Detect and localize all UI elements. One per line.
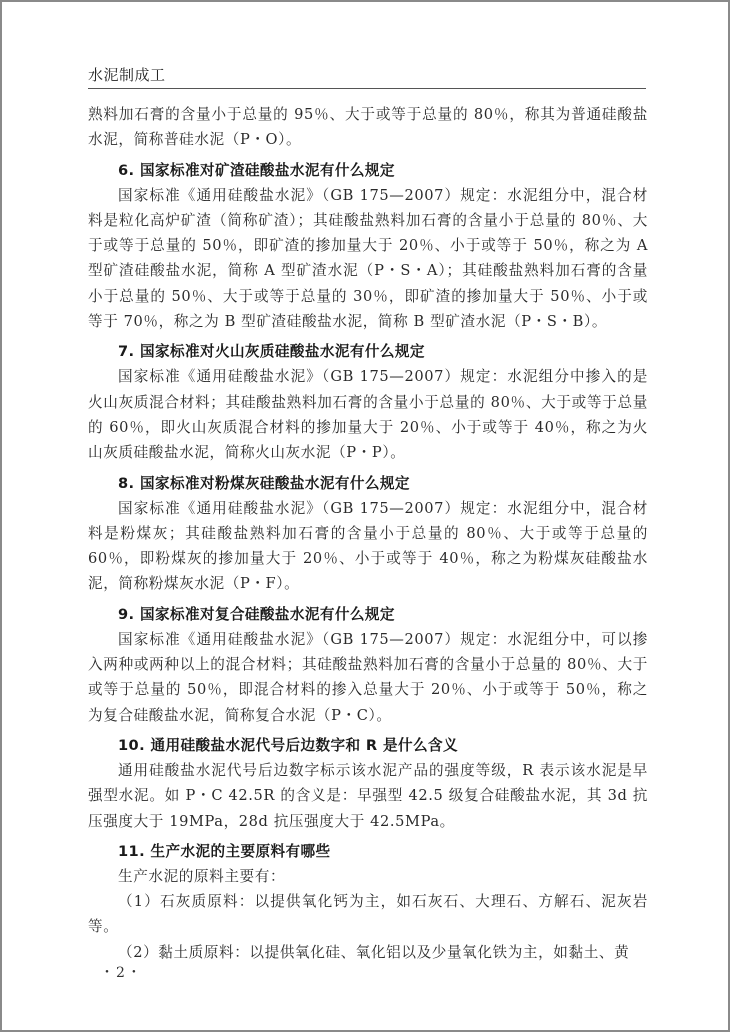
question-10-heading: 10. 通用硅酸盐水泥代号后边数字和 R 是什么含义 bbox=[118, 736, 459, 754]
question-9-answer: 国家标准《通用硅酸盐水泥》（GB 175—2007）规定：水泥组分中，可以掺入两种或两种以上的混合材料；其硅酸盐熟料加石膏的含量小于总量的 80％、大于或等于总量的 50％，即混合材料的掺入总量大于 20％、小于或等于 50％，称之为复合硅酸盐水泥，简称复合水泥（P・C）。 bbox=[88, 630, 648, 724]
header-rule bbox=[88, 88, 646, 89]
question-6-answer: 国家标准《通用硅酸盐水泥》（GB 175—2007）规定：水泥组分中，混合材料是粒化高炉矿渣（简称矿渣）；其硅酸盐熟料加石膏的含量小于总量的 80％、大于或等于总量的 50％，即矿渣的掺加量大于 20％、小于或等于 50％，称之为 A 型矿渣硅酸盐水泥，简称 A 型矿渣水泥（P・S・A）；其硅酸盐熟料加石膏的含量小于总量的 50％、大于或等于总量的 30％，即矿渣的掺加量大于 50％、小于或等于 70％，称之为 B 型矿渣硅酸盐水泥，简称 B 型矿渣水泥（P・S・B）。 bbox=[88, 186, 648, 331]
question-6-heading: 6. 国家标准对矿渣硅酸盐水泥有什么规定 bbox=[118, 161, 395, 179]
question-7-heading: 7. 国家标准对火山灰质硅酸盐水泥有什么规定 bbox=[118, 343, 425, 361]
question-7-answer: 国家标准《通用硅酸盐水泥》（GB 175—2007）规定：水泥组分中掺入的是火山灰质混合材料；其硅酸盐熟料加石膏的含量小于总量的 80％、大于或等于总量的 60％，即火山灰质混合材料的掺加量大于 20％、小于或等于 40％，称之为火山灰质硅酸盐水泥，简称火山灰水泥（P・P）。 bbox=[88, 368, 648, 462]
question-11-heading: 11. 生产水泥的主要原料有哪些 bbox=[118, 842, 331, 860]
page-number: ・2・ bbox=[100, 965, 143, 981]
question-11-item-2: （2）黏土质原料：以提供氧化硅、氧化铝以及少量氧化铁为主，如黏土、黄 bbox=[118, 943, 630, 961]
question-11-item-1: （1）石灰质原料：以提供氧化钙为主，如石灰石、大理石、方解石、泥灰岩等。 bbox=[88, 893, 648, 936]
question-10-answer: 通用硅酸盐水泥代号后边数字标示该水泥产品的强度等级，R 表示该水泥是早强型水泥。如 P・C 42.5R 的含义是：早强型 42.5 级复合硅酸盐水泥，其 3d 抗压强度大于 19MPa，28d 抗压强度大于 42.5MPa。 bbox=[88, 761, 648, 830]
question-8-answer: 国家标准《通用硅酸盐水泥》（GB 175—2007）规定：水泥组分中，混合材料是粉煤灰；其硅酸盐熟料加石膏的含量小于总量的 80％、大于或等于总量的 60％，即粉煤灰的掺加量大于 20％、小于或等于 40％，称之为粉煤灰硅酸盐水泥，简称粉煤灰水泥（P・F）。 bbox=[88, 499, 648, 593]
question-8-heading: 8. 国家标准对粉煤灰硅酸盐水泥有什么规定 bbox=[118, 474, 410, 492]
question-11-intro: 生产水泥的原料主要有： bbox=[118, 867, 286, 885]
running-head-title: 水泥制成工 bbox=[88, 66, 166, 84]
continuation-paragraph: 熟料加石膏的含量小于总量的 95％、大于或等于总量的 80％，称其为普通硅酸盐水泥，简称普硅水泥（P・O）。 bbox=[88, 106, 648, 149]
question-9-heading: 9. 国家标准对复合硅酸盐水泥有什么规定 bbox=[118, 605, 395, 623]
page-content bbox=[88, 102, 648, 965]
